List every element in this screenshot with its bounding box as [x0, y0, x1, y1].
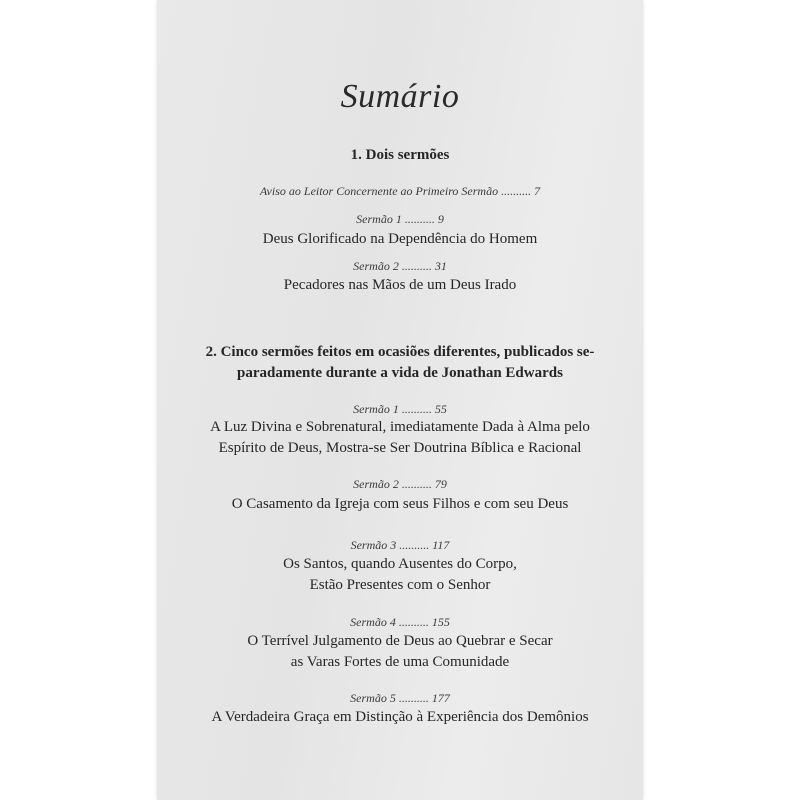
sermon-label: Sermão 2 .......... 31: [353, 259, 447, 273]
section-heading-1: 1. Dois sermões: [350, 147, 450, 163]
sermon-title: [177, 417, 623, 459]
sermon-title-line: A Verdadeira Graça em Distinção à Experiência dos Demônios: [211, 709, 589, 725]
sermon-label: Sermão 1 .......... 55: [353, 402, 447, 416]
page-title: Sumário: [340, 78, 460, 115]
sermon-title-line: Os Santos, quando Ausentes do Corpo,: [283, 556, 517, 572]
sermon-label: Sermão 2 .......... 79: [353, 477, 447, 491]
sermon-title-line: Espírito de Deus, Mostra-se Ser Doutrina Bíblica e Racional: [218, 440, 582, 456]
section-heading-line: 2. Cinco sermões feitos em ocasiões diferentes, publicados se-: [205, 344, 595, 360]
book-page: [157, 0, 643, 800]
sermon-title-line: O Terrível Julgamento de Deus ao Quebrar e Secar: [247, 633, 553, 649]
sermon-title: [177, 229, 623, 250]
sermon-title-line: as Varas Fortes de uma Comunidade: [290, 654, 510, 670]
sermon-label: Sermão 5 .......... 177: [350, 691, 450, 705]
sermon-title: [177, 275, 623, 296]
sermon-title: [177, 554, 623, 596]
sermon-title-line: Deus Glorificado na Dependência do Homem: [262, 231, 538, 247]
sermon-title: [177, 494, 623, 515]
sermon-label: Sermão 1 .......... 9: [356, 212, 444, 226]
sermon-title-line: Estão Presentes com o Senhor: [309, 577, 491, 593]
sermon-title: [177, 707, 623, 728]
sermon-label: Sermão 3 .......... 117: [350, 538, 450, 552]
sermon-title-line: O Casamento da Igreja com seus Filhos e com seu Deus: [231, 496, 569, 512]
section-heading-2: [187, 342, 613, 384]
sermon-label: Sermão 4 .......... 155: [350, 615, 450, 629]
sermon-title-line: Pecadores nas Mãos de um Deus Irado: [283, 277, 517, 293]
sermon-title: [177, 631, 623, 673]
sermon-title-line: A Luz Divina e Sobrenatural, imediatamente Dada à Alma pelo: [210, 419, 590, 435]
section-heading-line: paradamente durante a vida de Jonathan Edwards: [237, 365, 563, 381]
notice-entry: Aviso ao Leitor Concernente ao Primeiro Sermão .......... 7: [259, 184, 541, 198]
